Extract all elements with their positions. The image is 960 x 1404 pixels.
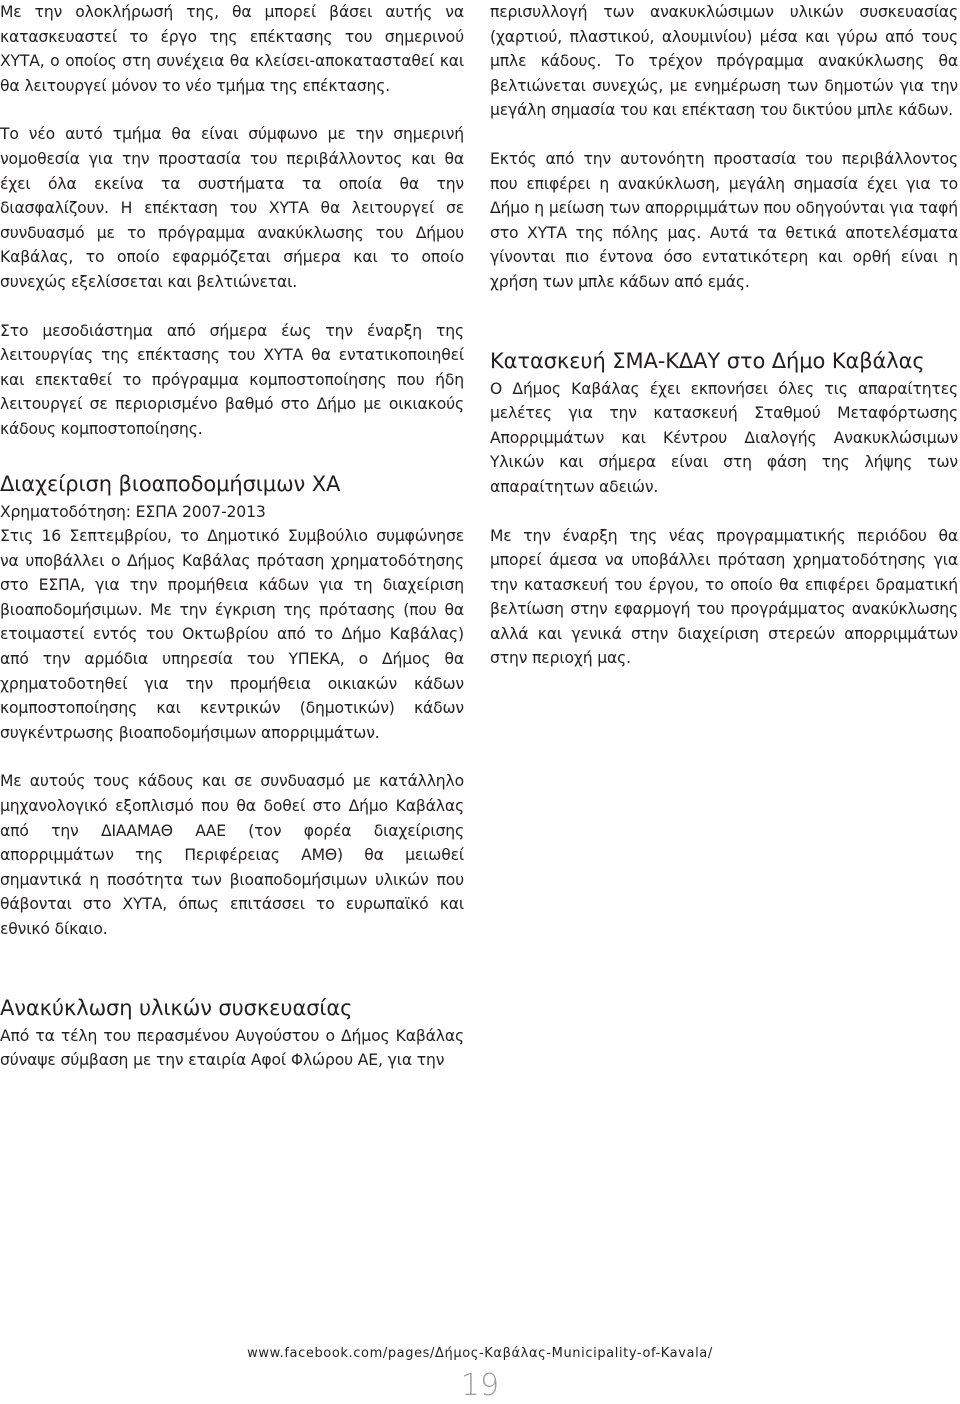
paragraph: Εκτός από την αυτονόητη προστασία του περιβάλλοντος που επιφέρει η ανακύκλωση, μεγάλη σημασία έχει για το Δήμο η μείωση των απορριμμάτων που οδηγούνται για ταφή στο ΧΥΤΑ της πόλης μας. Αυτά τα θετικά αποτελέσματα γίνονται πιο έντονα όσο εντατικότερη και ορθή είναι η χρήση των μπλε κάδων από εμάς. xyxy=(490,149,958,291)
paragraph: Στο μεσοδιάστημα από σήμερα έως την έναρξη της λειτουργίας της επέκτασης του ΧΥΤΑ θα εντατικοποιηθεί και επεκταθεί το πρόγραμμα κομποστοποίησης που ήδη λειτουργεί σε περιορισμένο βαθμό στο Δήμο με οικιακούς κάδους κομποστοποίησης. xyxy=(0,321,464,438)
section-heading: Ανακύκλωση υλικών συσκευασίας xyxy=(0,995,353,1020)
funding-line: Χρηματοδότηση: ΕΣΠΑ 2007-2013 xyxy=(0,502,266,521)
paragraph: Στις 16 Σεπτεμβρίου, το Δημοτικό Συμβούλιο συμφώνησε να υποβάλλει ο Δήμος Καβάλας πρόταση χρηματοδότησης στο ΕΣΠΑ, για την προμήθεια κάδων για τη διαχείριση βιοαποδομήσιμων. Με την έγκριση της πρότασης (που θα ετοιμαστεί εντός του Οκτωβρίου από το Δήμο Καβάλας) από την αρμόδια υπηρεσία του ΥΠΕΚΑ, ο Δήμος θα χρηματοδοτηθεί για την προμήθεια οικιακών κάδων κομποστοποίησης και κεντρικών (δημοτικών) κάδων συγκέντρωσης βιοαποδομήσιμων απορριμμάτων. xyxy=(0,527,464,742)
page-number: 19 xyxy=(460,1368,500,1403)
section-heading: Διαχείριση βιοαποδομήσιμων ΧΑ xyxy=(0,471,341,496)
paragraph: Με την έναρξη της νέας προγραμματικής περιόδου θα μπορεί άμεσα να υποβάλλει πρόταση χρηματοδότησης για την κατασκευή του έργου, το οποίο θα επιφέρει δραματική βελτίωση στην εφαρμογή του προγράμματος ανακύκλωσης αλλά και γενικά στην διαχείριση στερεών απορριμμάτων στην περιοχή μας. xyxy=(490,526,958,668)
section-heading: Κατασκευή ΣΜΑ-ΚΔΑΥ στο Δήμο Καβάλας xyxy=(490,348,925,373)
left-column xyxy=(0,0,464,1073)
paragraph: περισυλλογή των ανακυκλώσιμων υλικών συσκευασίας (χαρτιού, πλαστικού, αλουμινίου) μέσα και γύρω από τους μπλε κάδους. Το τρέχον πρόγραμμα ανακύκλωσης θα βελτιώνεται συνεχώς, με ενημέρωση των δημοτών για την μεγάλη σημασία του και επέκταση του δικτύου μπλε κάδων. xyxy=(490,3,958,120)
paragraph: Με αυτούς τους κάδους και σε συνδυασμό με κατάλληλο μηχανολογικό εξοπλισμό που θα δοθεί στο Δήμο Καβάλας από την ΔΙΑΑΜΑΘ ΑΑΕ (τον φορέα διαχείρισης απορριμμάτων της Περιφέρειας ΑΜΘ) θα μειωθεί σημαντικά η ποσότητα των βιοαποδομήσιμων υλικών που θάβονται στο ΧΥΤΑ, όπως επιτάσσει το ευρωπαϊκό και εθνικό δίκαιο. xyxy=(0,772,464,938)
paragraph: Από τα τέλη του περασμένου Αυγούστου ο Δήμος Καβάλας σύναψε σύμβαση με την εταιρία Αφοί Φλώρου ΑΕ, για την xyxy=(0,1026,464,1070)
paragraph: Με την ολοκλήρωσή της, θα μπορεί βάσει αυτής να κατασκευαστεί το έργο της επέκτασης του σημερινού ΧΥΤΑ, ο οποίος στη συνέχεια θα κλείσει-αποκατασταθεί και θα λειτουργεί μόνον το νέο τμήμα της επέκτασης. xyxy=(0,3,464,95)
right-column xyxy=(490,0,958,671)
footer-url: www.facebook.com/pages/Δήμος-Καβάλας-Municipality-of-Kavala/ xyxy=(247,1346,713,1361)
paragraph: Το νέο αυτό τμήμα θα είναι σύμφωνο με την σημερινή νομοθεσία για την προστασία του περιβάλλοντος και θα έχει όλα εκείνα τα συστήματα τα οποία θα την διασφαλίζουν. Η επέκταση του ΧΥΤΑ θα λειτουργεί σε συνδυασμό με το πρόγραμμα ανακύκλωσης του Δήμου Καβάλας, το οποίο εφαρμόζεται σήμερα και το οποίο συνεχώς εξελίσσεται και βελτιώνεται. xyxy=(0,125,464,291)
paragraph: Ο Δήμος Καβάλας έχει εκπονήσει όλες τις απαραίτητες μελέτες για την κατασκευή Σταθμού Μεταφόρτωσης Απορριμμάτων και Κέντρου Διαλογής Ανακυκλώσιμων Υλικών και σήμερα είναι στη φάση της λήψης των απαραίτητων αδειών. xyxy=(490,379,958,496)
